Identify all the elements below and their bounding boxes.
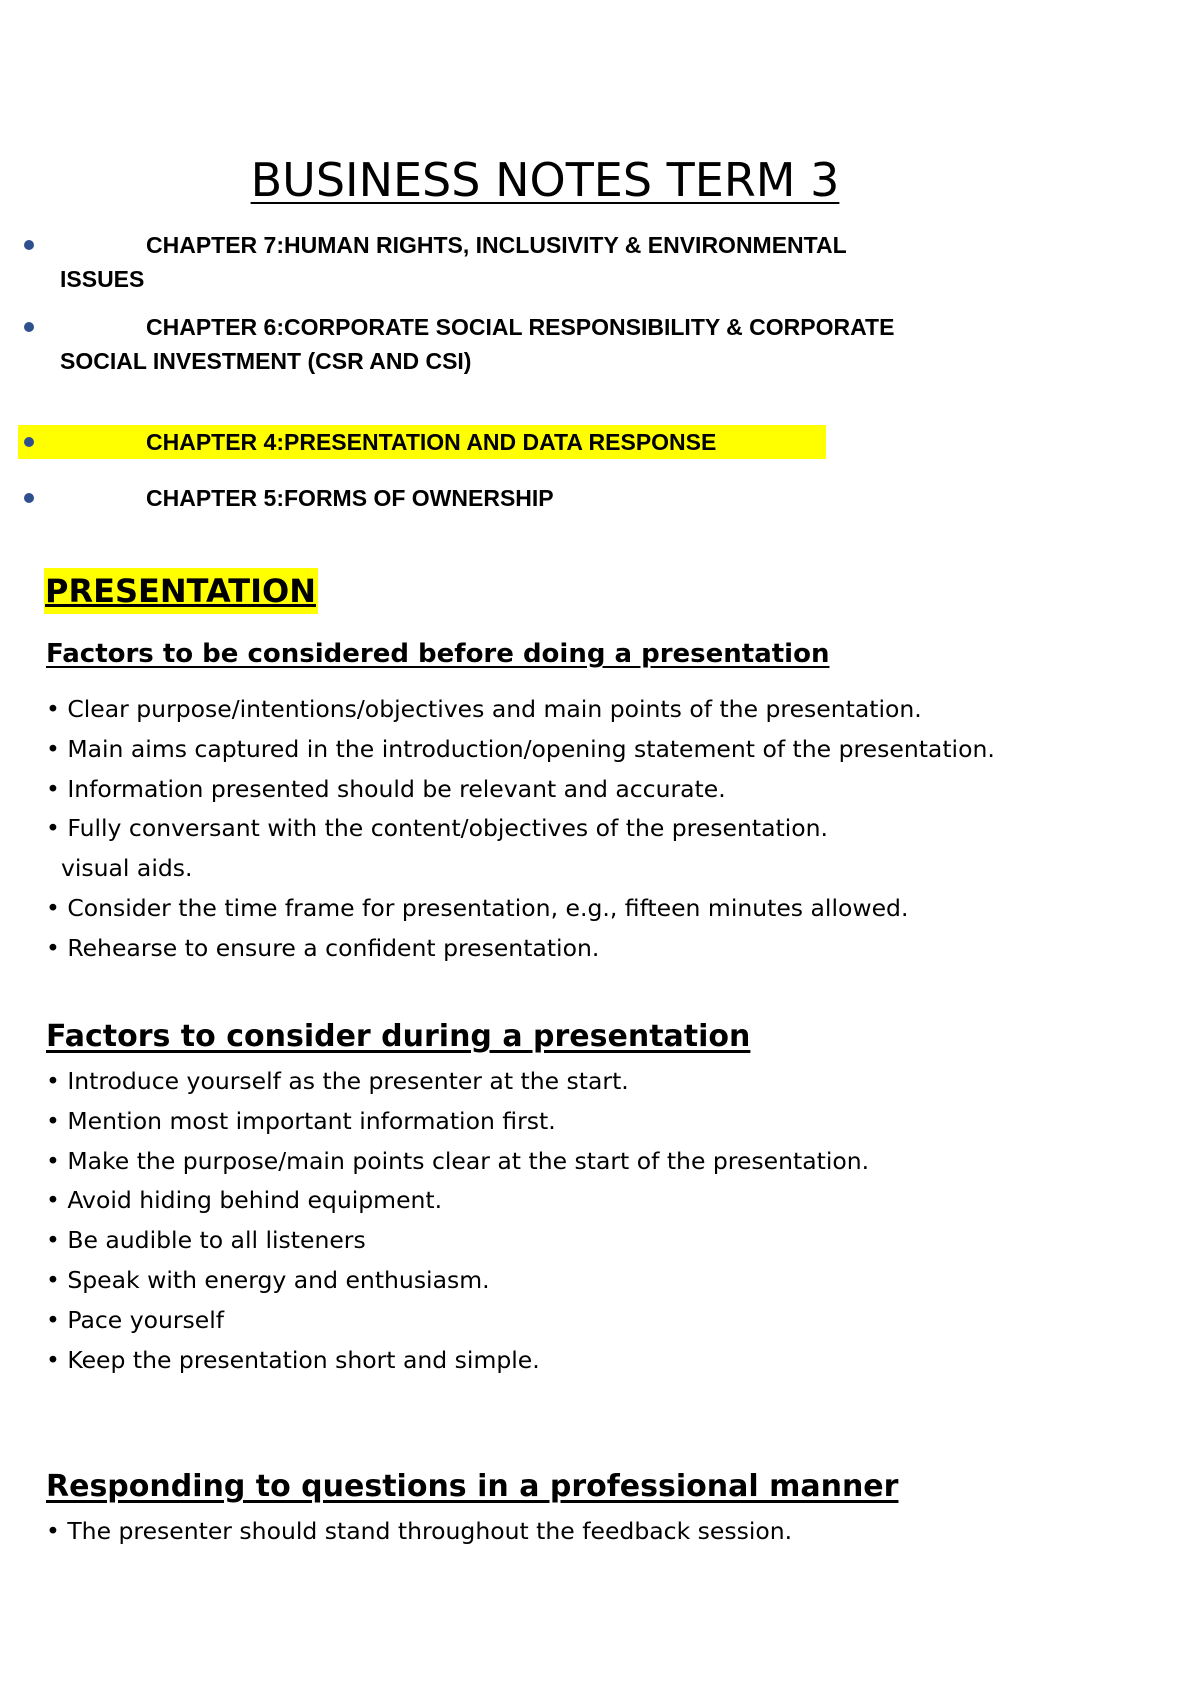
list-item: • Main aims captured in the introduction/opening statement of the presentation. (46, 734, 995, 763)
list-item: • Introduce yourself as the presenter at the start. (46, 1067, 629, 1095)
bullet-icon (24, 493, 34, 503)
page-title: BUSINESS NOTES TERM 3 (250, 153, 840, 207)
chapter-title: CHAPTER 4:PRESENTATION AND DATA RESPONSE (146, 429, 717, 455)
list-item: • The presenter should stand throughout the feedback session. (46, 1517, 793, 1545)
questions-list (46, 1512, 792, 1552)
list-item: • Avoid hiding behind equipment. (46, 1186, 443, 1215)
bullet-icon (24, 240, 34, 250)
list-item: • Keep the presentation short and simple. (46, 1345, 540, 1374)
list-item: • Rehearse to ensure a confident presentation. (46, 933, 600, 962)
bullet-icon (24, 437, 34, 447)
chapter-title-continued: ISSUES (60, 266, 145, 292)
during-factors-list (46, 1062, 869, 1380)
list-item: • Make the purpose/main points clear at the start of the presentation. (46, 1146, 870, 1175)
list-item: • Consider the time frame for presentation, e.g., fifteen minutes allowed. (46, 893, 909, 922)
list-item: • Speak with energy and enthusiasm. (46, 1265, 490, 1294)
before-factors-list (46, 690, 995, 969)
subheading-before: Factors to be considered before doing a presentation (46, 639, 830, 669)
subheading-questions: Responding to questions in a professional manner (46, 1469, 899, 1504)
list-item: • Clear purpose/intentions/objectives and main points of the presentation. (46, 695, 922, 723)
section-heading-presentation: PRESENTATION (44, 568, 318, 614)
chapter-title: CHAPTER 7:HUMAN RIGHTS, INCLUSIVITY & ENVIRONMENTAL (146, 232, 847, 258)
chapter-title-continued: SOCIAL INVESTMENT (CSR AND CSI) (60, 348, 472, 374)
list-item: • Fully conversant with the content/objectives of the presentation. (46, 814, 828, 843)
chapter-title: CHAPTER 6:CORPORATE SOCIAL RESPONSIBILITY & CORPORATE (146, 314, 895, 340)
list-item: • Be audible to all listeners (46, 1226, 366, 1255)
list-item: • Information presented should be relevant and accurate. (46, 774, 726, 803)
chapter-title: CHAPTER 5:FORMS OF OWNERSHIP (146, 485, 554, 511)
list-item: visual aids. (46, 854, 193, 883)
list-item: • Pace yourself (46, 1305, 225, 1334)
subheading-during: Factors to consider during a presentation (46, 1019, 751, 1054)
list-item: • Mention most important information first. (46, 1106, 556, 1135)
bullet-icon (24, 322, 34, 332)
